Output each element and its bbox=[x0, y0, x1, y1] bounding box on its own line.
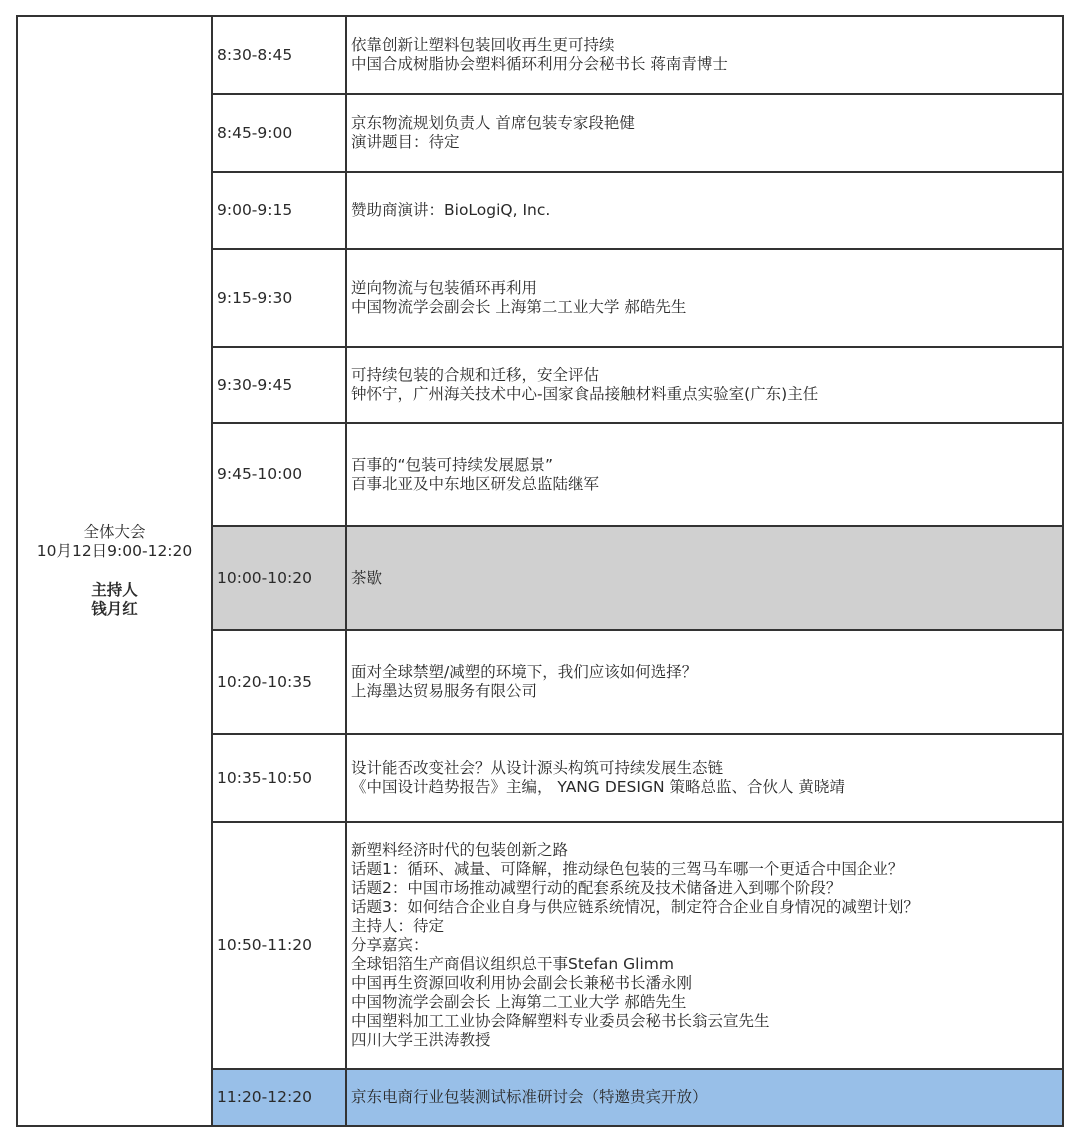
talk-title: 百事的“包装可持续发展愿景” bbox=[351, 455, 554, 474]
time-slot: 9:45-10:00 bbox=[212, 423, 346, 526]
talk-title: 逆向物流与包装循环再利用 bbox=[351, 279, 538, 297]
talk-title: 演讲题目：待定 bbox=[351, 133, 460, 151]
time-slot: 9:15-9:30 bbox=[212, 249, 346, 347]
panel-guest: 四川大学王洪涛教授 bbox=[351, 1031, 491, 1049]
panel-guest: 中国再生资源回收利用协会副会长兼秘书长潘永刚 bbox=[351, 974, 693, 992]
session-info-cell bbox=[17, 16, 212, 1126]
panel-moderator: 主持人：待定 bbox=[351, 917, 445, 935]
talk-content bbox=[346, 249, 1063, 347]
time-slot: 10:50-11:20 bbox=[212, 822, 346, 1069]
session-title: 全体大会 bbox=[83, 523, 146, 541]
time-slot: 8:30-8:45 bbox=[212, 16, 346, 94]
panel-topic-3: 话题3：如何结合企业自身与供应链系统情况，制定符合企业自身情况的减塑计划？ bbox=[351, 898, 919, 916]
time-slot: 8:45-9:00 bbox=[212, 94, 346, 172]
talk-content bbox=[346, 423, 1063, 526]
session-host-label: 主持人 bbox=[91, 581, 138, 599]
talk-speaker: 京东物流规划负责人 首席包装专家段艳健 bbox=[351, 114, 635, 132]
panel-topic-2: 话题2：中国市场推动减塑行动的配套系统及技术储备进入到哪个阶段？ bbox=[351, 879, 842, 897]
panel-guest: 全球铝箔生产商倡议组织总干事Stefan Glimm bbox=[351, 955, 674, 973]
talk-speaker: 《中国设计趋势报告》主编， YANG DESIGN 策略总监、合伙人 黄晓靖 bbox=[351, 778, 845, 796]
talk-content bbox=[346, 347, 1063, 423]
session-datetime: 10月12日9:00-12:20 bbox=[36, 542, 193, 560]
talk-title: 面对全球禁塑/减塑的环境下，我们应该如何选择？ bbox=[351, 663, 698, 681]
time-slot: 10:35-10:50 bbox=[212, 734, 346, 822]
session-spacer bbox=[18, 561, 211, 581]
panel-guest: 中国物流学会副会长 上海第二工业大学 郝皓先生 bbox=[351, 993, 687, 1011]
break-content bbox=[346, 526, 1063, 630]
panel-guests-label: 分享嘉宾： bbox=[351, 936, 429, 954]
talk-content bbox=[346, 734, 1063, 822]
talk-speaker: 钟怀宁，广州海关技术中心-国家食品接触材料重点实验室(广东)主任 bbox=[351, 385, 819, 403]
talk-content bbox=[346, 16, 1063, 94]
talk-content bbox=[346, 94, 1063, 172]
talk-title: 赞助商演讲：BioLogiQ, Inc. bbox=[351, 201, 551, 219]
panel-topic-1: 话题1：循环、减量、可降解，推动绿色包装的三驾马车哪一个更适合中国企业？ bbox=[351, 860, 904, 878]
schedule-row bbox=[17, 16, 1063, 94]
time-slot: 9:30-9:45 bbox=[212, 347, 346, 423]
talk-content bbox=[346, 630, 1063, 734]
talk-speaker: 百事北亚及中东地区研发总监陆继军 bbox=[351, 474, 600, 493]
seminar-content bbox=[346, 1069, 1063, 1126]
talk-content bbox=[346, 172, 1063, 249]
break-label: 茶歇 bbox=[351, 568, 383, 587]
talk-speaker: 中国合成树脂协会塑料循环利用分会秘书长 蒋南青博士 bbox=[351, 55, 728, 73]
talk-speaker: 中国物流学会副会长 上海第二工业大学 郝皓先生 bbox=[351, 298, 687, 316]
conference-schedule-table bbox=[16, 15, 1064, 1127]
panel-guest: 中国塑料加工工业协会降解塑料专业委员会秘书长翁云宣先生 bbox=[351, 1012, 770, 1030]
time-slot: 11:20-12:20 bbox=[212, 1069, 346, 1126]
talk-title: 依靠创新让塑料包装回收再生更可持续 bbox=[351, 36, 615, 54]
seminar-title: 京东电商行业包装测试标准研讨会（特邀贵宾开放） bbox=[351, 1088, 708, 1106]
talk-speaker: 上海墨达贸易服务有限公司 bbox=[351, 682, 538, 700]
time-slot: 10:20-10:35 bbox=[212, 630, 346, 734]
talk-title: 设计能否改变社会？从设计源头构筑可持续发展生态链 bbox=[351, 759, 724, 777]
panel-title: 新塑料经济时代的包装创新之路 bbox=[351, 841, 569, 859]
time-slot: 9:00-9:15 bbox=[212, 172, 346, 249]
panel-content bbox=[346, 822, 1063, 1069]
time-slot: 10:00-10:20 bbox=[212, 526, 346, 630]
session-host-name: 钱月红 bbox=[91, 600, 138, 618]
talk-title: 可持续包装的合规和迁移，安全评估 bbox=[351, 366, 600, 384]
